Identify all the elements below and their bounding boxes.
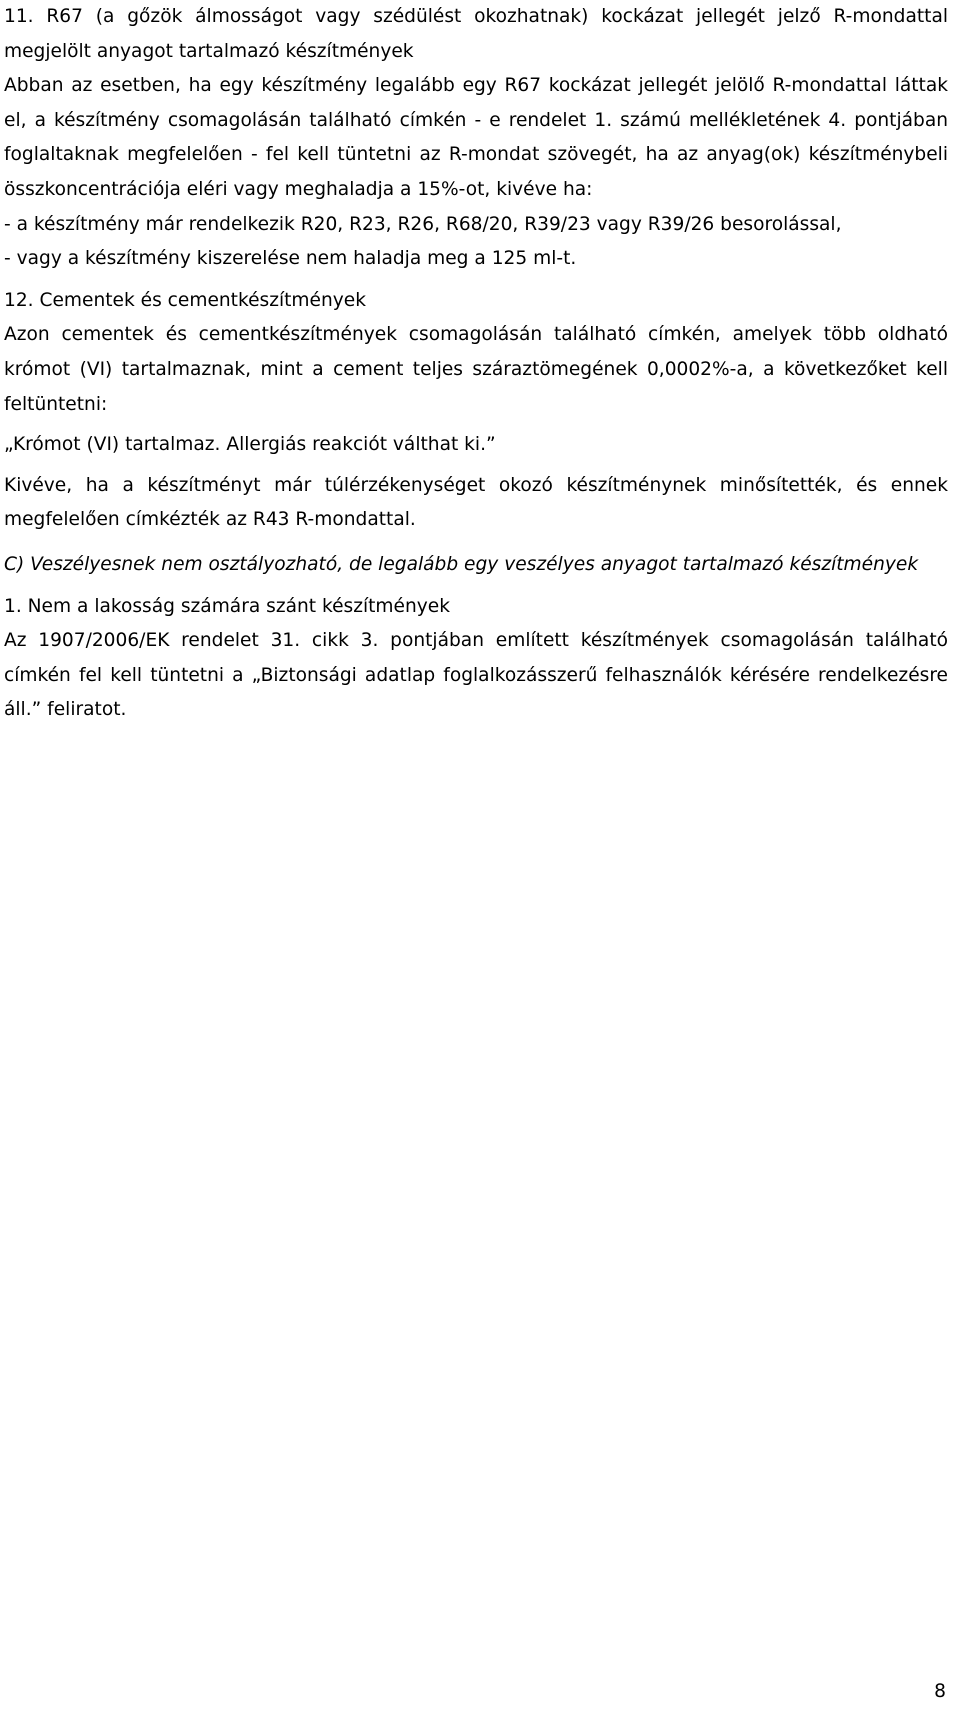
- section-11-heading: 11. R67 (a gőzök álmosságot vagy szédülést okozhatnak) kockázat jellegét jelző R-mondattal megjelölt anyagot tartalmazó készítmények: [4, 6, 948, 62]
- section-12-heading: 12. Cementek és cementkészítmények: [4, 289, 366, 311]
- section-c-heading: C) Veszélyesnek nem osztályozható, de legalább egy veszélyes anyagot tartalmazó készítmények: [4, 553, 919, 575]
- page-number: 8: [934, 1681, 946, 1702]
- section-12-exception: Kivéve, ha a készítményt már túlérzékenységet okozó készítménynek minősítették, és ennek megfelelően címkézték az R43 R-mondattal.: [4, 474, 948, 531]
- section-12-quote: „Krómot (VI) tartalmaz. Allergiás reakciót válthat ki.”: [4, 434, 496, 456]
- section-11-exception-1: - a készítmény már rendelkezik R20, R23, R26, R68/20, R39/23 vagy R39/26 besorolással,: [4, 213, 842, 235]
- section-12-body: Azon cementek és cementkészítmények csomagolásán található címkén, amelyek több oldható krómot (VI) tartalmaznak, mint a cement teljes száraztömegének 0,0002%-a, a következőket kell feltüntetni:: [4, 324, 948, 415]
- section-c-item-1-body: Az 1907/2006/EK rendelet 31. cikk 3. pontjában említett készítmények csomagolásán található címkén fel kell tüntetni a „Biztonsági adatlap foglalkozásszerű felhasználók kérésére rendelkezésre áll.” feliratot.: [4, 630, 948, 721]
- document-page: [4, 0, 948, 728]
- section-c-item-1-heading: 1. Nem a lakosság számára szánt készítmények: [4, 595, 450, 617]
- section-11-exception-2: - vagy a készítmény kiszerelése nem haladja meg a 125 ml-t.: [4, 248, 577, 270]
- section-11-body: Abban az esetben, ha egy készítmény legalább egy R67 kockázat jellegét jelölő R-mondattal láttak el, a készítmény csomagolásán található címkén - e rendelet 1. számú mellékletének 4. pontjában foglaltaknak megfelelően - fel kell tüntetni az R-mondat szövegét, ha az anyag(ok) készítménybeli összkoncentrációja eléri vagy meghaladja a 15%-ot, kivéve ha:: [4, 75, 948, 200]
